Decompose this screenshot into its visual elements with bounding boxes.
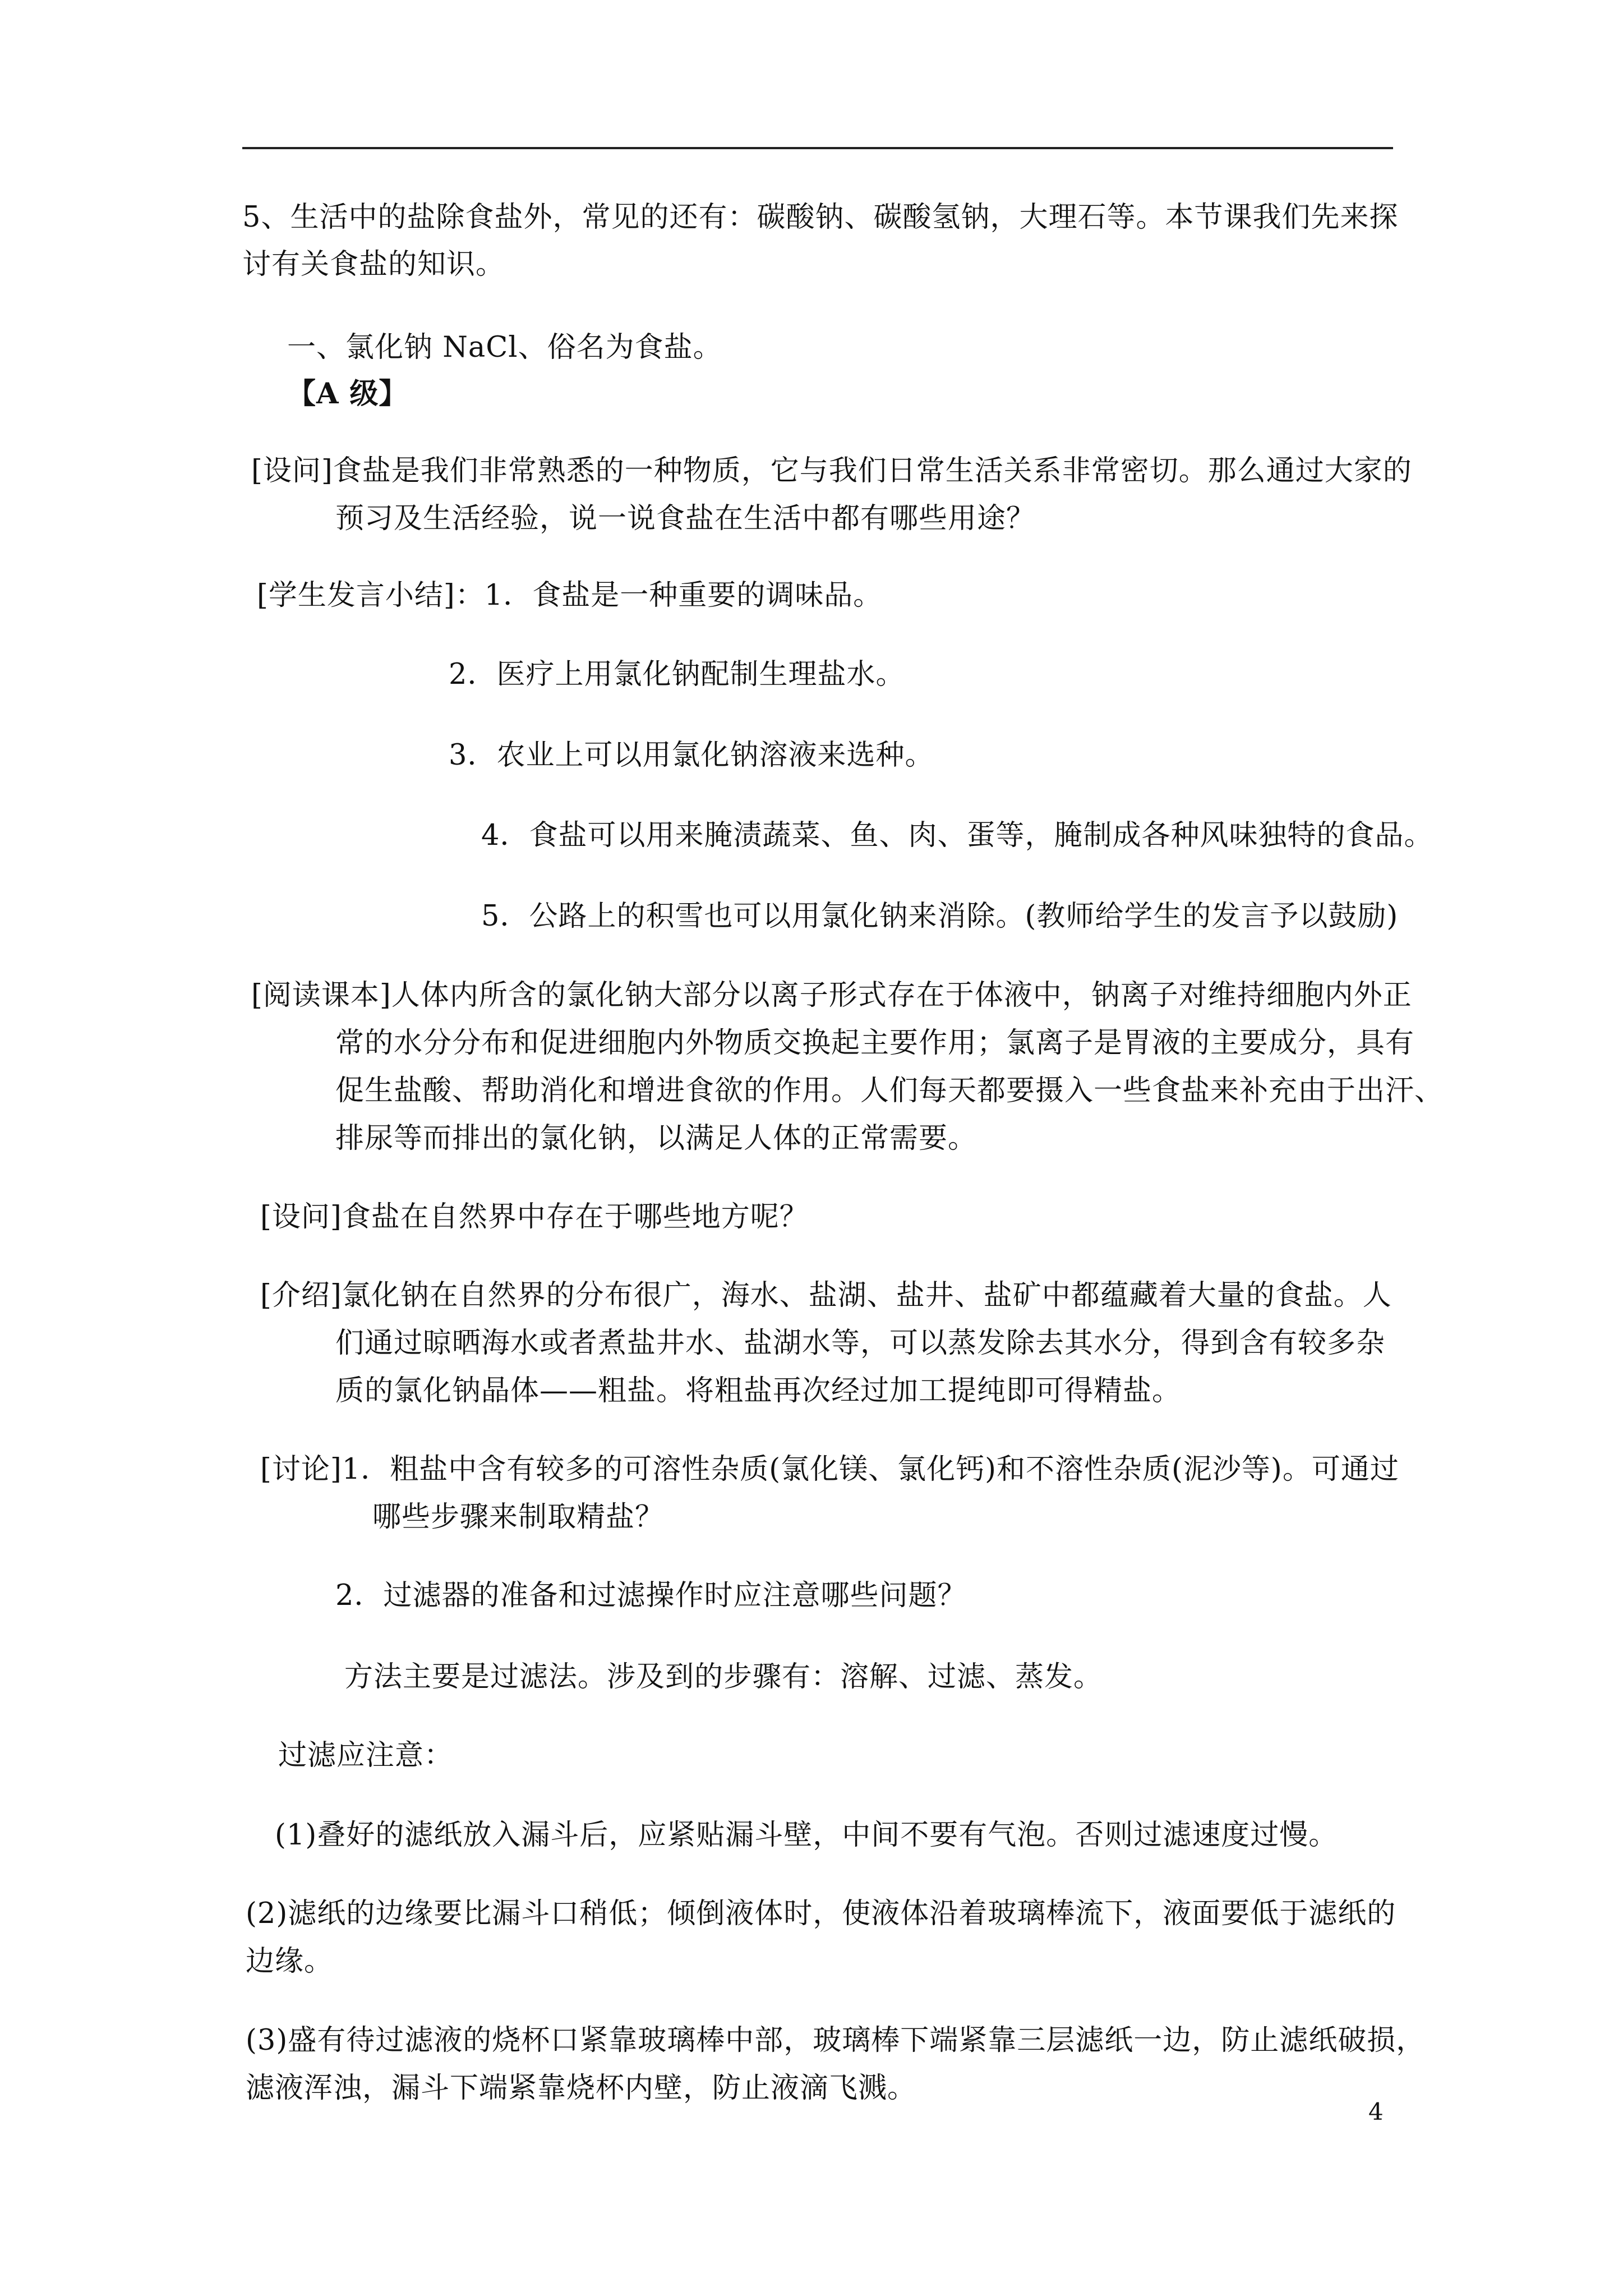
header-rule [242,147,1393,149]
filter-note-2-line-2: 边缘。 [246,1945,334,1978]
reading-line-1: [阅读课本]人体内所含的氯化钠大部分以离子形式存在于体液中，钠离子对维持细胞内外正 [251,979,1412,1012]
filter-notes-heading: 过滤应注意： [278,1739,454,1772]
intro2-line-2: 们通过晾晒海水或者煮盐井水、盐湖水等，可以蒸发除去其水分，得到含有较多杂 [335,1327,1386,1360]
question2: [设问]食盐在自然界中存在于哪些地方呢？ [260,1200,809,1234]
summary-item-5: 5．公路上的积雪也可以用氯化钠来消除。(教师给学生的发言予以鼓励) [481,900,1399,933]
page-number: 4 [1368,2098,1384,2125]
section-title: 一、氯化钠 NaCl、俗名为食盐。 [287,331,722,364]
intro2-line-3: 质的氯化钠晶体——粗盐。将粗盐再次经过加工提纯即可得精盐。 [335,1374,1182,1407]
summary-item-4: 4．食盐可以用来腌渍蔬菜、鱼、肉、蛋等，腌制成各种风味独特的食品。 [481,819,1433,852]
reading-line-4: 排尿等而排出的氯化钠，以满足人体的正常需要。 [335,1122,978,1155]
filter-note-1: (1)叠好的滤纸放入漏斗后，应紧贴漏斗壁，中间不要有气泡。否则过滤速度过慢。 [275,1819,1338,1852]
intro-line-2: 讨有关食盐的知识。 [242,248,505,281]
reading-line-3: 促生盐酸、帮助消化和增进食欲的作用。人们每天都要摄入一些食盐来补充由于出汗、 [335,1074,1444,1107]
question1-line-2: 预习及生活经验，说一说食盐在生活中都有哪些用途？ [335,502,1036,535]
question1-line-1: [设问]食盐是我们非常熟悉的一种物质，它与我们日常生活关系非常密切。那么通过大家的 [251,454,1412,487]
intro-line-1: 5、生活中的盐除食盐外，常见的还有：碳酸钠、碳酸氢钠，大理石等。本节课我们先来探 [242,201,1399,234]
reading-line-2: 常的水分分布和促进细胞内外物质交换起主要作用；氯离子是胃液的主要成分，具有 [335,1027,1415,1060]
filter-note-2-line-1: (2)滤纸的边缘要比漏斗口稍低；倾倒液体时，使液体沿着玻璃棒流下，液面要低于滤纸的 [246,1897,1396,1930]
intro2-line-1: [介绍]氯化钠在自然界的分布很广，海水、盐湖、盐井、盐矿中都蕴藏着大量的食盐。人 [260,1279,1392,1312]
filter-note-3-line-1: (3)盛有待过滤液的烧杯口紧靠玻璃棒中部，玻璃棒下端紧靠三层滤纸一边，防止滤纸破损， [246,2024,1426,2057]
discussion-line-2: 哪些步骤来制取精盐？ [372,1501,665,1534]
method-line: 方法主要是过滤法。涉及到的步骤有：溶解、过滤、蒸发。 [344,1660,1103,1694]
discussion-line-1: [讨论]1．粗盐中含有较多的可溶性杂质(氯化镁、氯化钙)和不溶性杂质(泥沙等)。可通过 [260,1453,1399,1486]
level-label: 【A 级】 [287,377,408,411]
summary-item-2: 2．医疗上用氯化钠配制生理盐水。 [449,658,905,691]
filter-note-3-line-2: 滤液浑浊，漏斗下端紧靠烧杯内壁，防止液滴飞溅。 [246,2072,917,2105]
discussion-line-3: 2．过滤器的准备和过滤操作时应注意哪些问题？ [335,1579,967,1612]
summary-item-3: 3．农业上可以用氯化钠溶液来选种。 [449,739,934,772]
summary-item-1: [学生发言小结]：1．食盐是一种重要的调味品。 [257,579,883,612]
